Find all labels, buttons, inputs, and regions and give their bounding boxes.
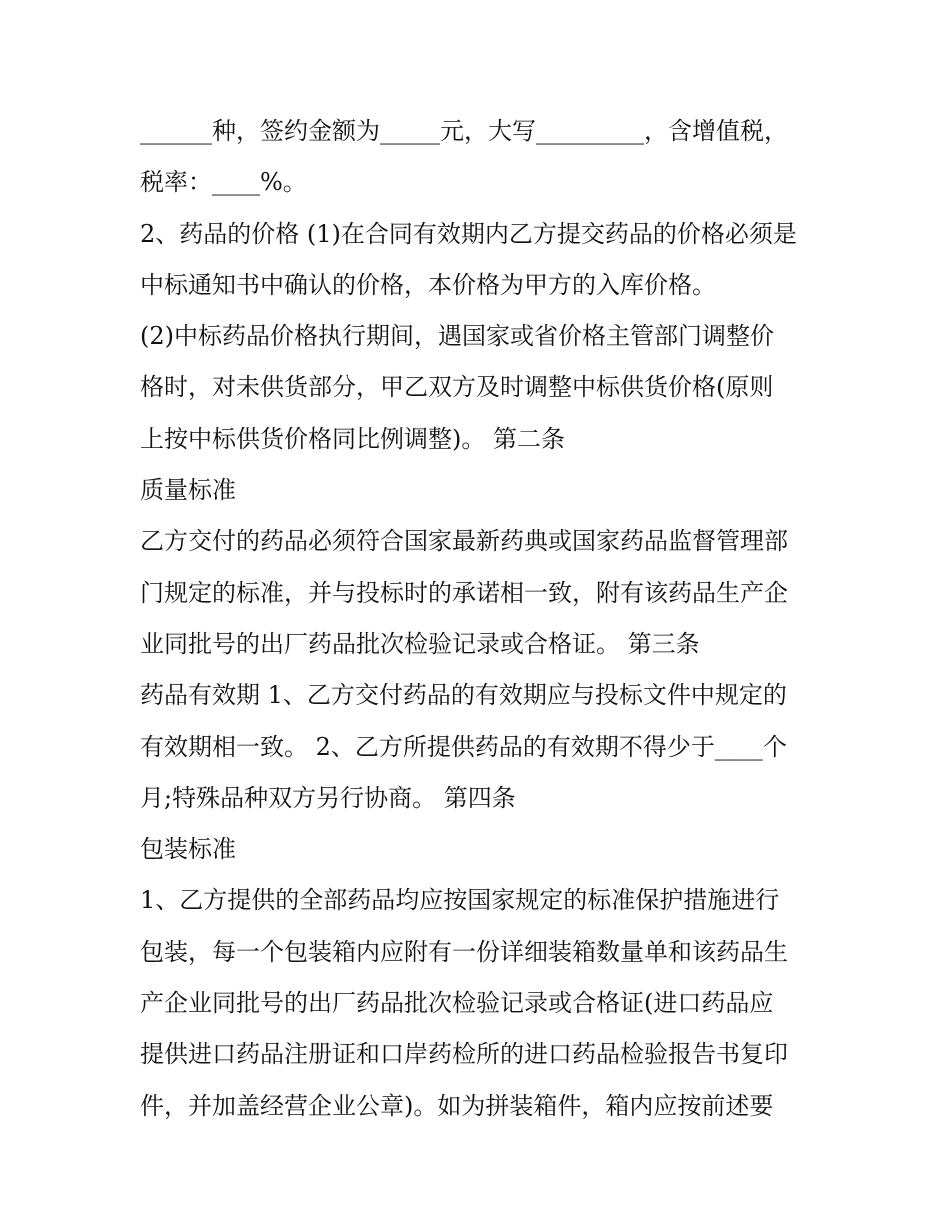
text-line: 门规定的标准，并与投标时的承诺相一致，附有该药品生产企 bbox=[140, 578, 788, 607]
text-line: 产企业同批号的出厂药品批次检验记录或合格证(进口药品应 bbox=[140, 989, 774, 1018]
text-line: 提供进口药品注册证和口岸药检所的进口药品检验报告书复印 bbox=[140, 1040, 788, 1069]
text-line: 包装，每一个包装箱内应附有一份详细装箱数量单和该药品生 bbox=[140, 937, 788, 966]
text-line: 有效期相一致。 2、乙方所提供药品的有效期不得少于____个 bbox=[140, 732, 787, 761]
text-line: 中标通知书中确认的价格，本价格为甲方的入库价格。 bbox=[140, 270, 716, 299]
text-line: 2、药品的价格 (1)在合同有效期内乙方提交药品的价格必须是 bbox=[140, 219, 797, 248]
text-line: (2)中标药品价格执行期间，遇国家或省价格主管部门调整价 bbox=[140, 322, 774, 351]
text-line: 业同批号的出厂药品批次检验记录或合格证。 第三条 bbox=[140, 629, 700, 658]
text-line: 1、乙方提供的全部药品均应按国家规定的标准保护措施进行 bbox=[140, 886, 780, 915]
text-line: 格时，对未供货部分，甲乙双方及时调整中标供货价格(原则 bbox=[140, 373, 774, 402]
section-heading: 质量标准 bbox=[140, 476, 236, 505]
text-line: ______种，签约金额为_____元，大写_________，含增值税， bbox=[140, 117, 788, 145]
text-line: 上按中标供货价格同比例调整)。 第二条 bbox=[140, 424, 565, 453]
document-body bbox=[140, 106, 820, 1132]
text-line: 件，并加盖经营企业公章)。如为拼装箱件，箱内应按前述要 bbox=[140, 1091, 774, 1120]
text-line: 药品有效期 1、乙方交付药品的有效期应与投标文件中规定的 bbox=[140, 681, 787, 710]
text-line: 月;特殊品种双方另行协商。 第四条 bbox=[140, 783, 516, 812]
section-heading: 包装标准 bbox=[140, 835, 236, 864]
text-line: 税率：____%。 bbox=[140, 168, 307, 197]
text-line: 乙方交付的药品必须符合国家最新药典或国家药品监督管理部 bbox=[140, 527, 788, 556]
